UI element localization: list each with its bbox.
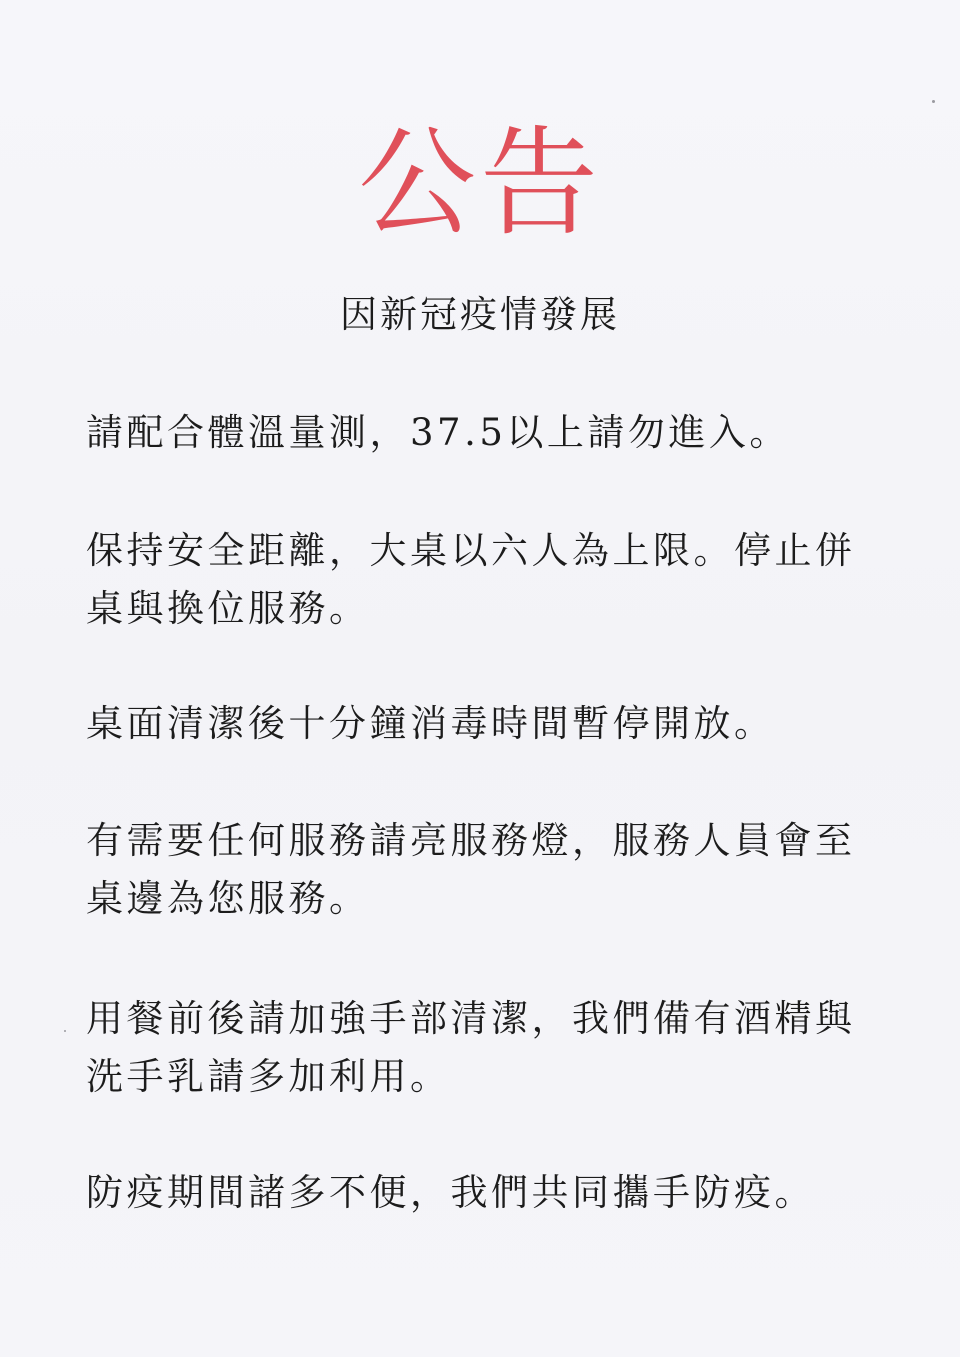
paper-speck [64,1030,66,1032]
paper-speck [932,100,935,103]
notice-subtitle: 因新冠疫情發展 [340,293,620,336]
notice-paragraph-distance: 保持安全距離，大桌以六人為上限。停止併桌與換位服務。 [86,529,856,630]
notice-paragraph-disinfection: 桌面清潔後十分鐘消毒時間暫停開放。 [86,702,775,745]
notice-paragraph-temperature: 請配合體溫量測，37.5以上請勿進入。 [86,411,790,454]
notice-paragraph-hand-hygiene: 用餐前後請加強手部清潔，我們備有酒精與洗手乳請多加利用。 [86,997,856,1098]
notice-paragraph-closing: 防疫期間諸多不便，我們共同攜手防疫。 [86,1171,815,1214]
notice-paragraph-service-light: 有需要任何服務請亮服務燈，服務人員會至桌邊為您服務。 [86,819,856,920]
notice-title: 公告 [357,114,602,252]
